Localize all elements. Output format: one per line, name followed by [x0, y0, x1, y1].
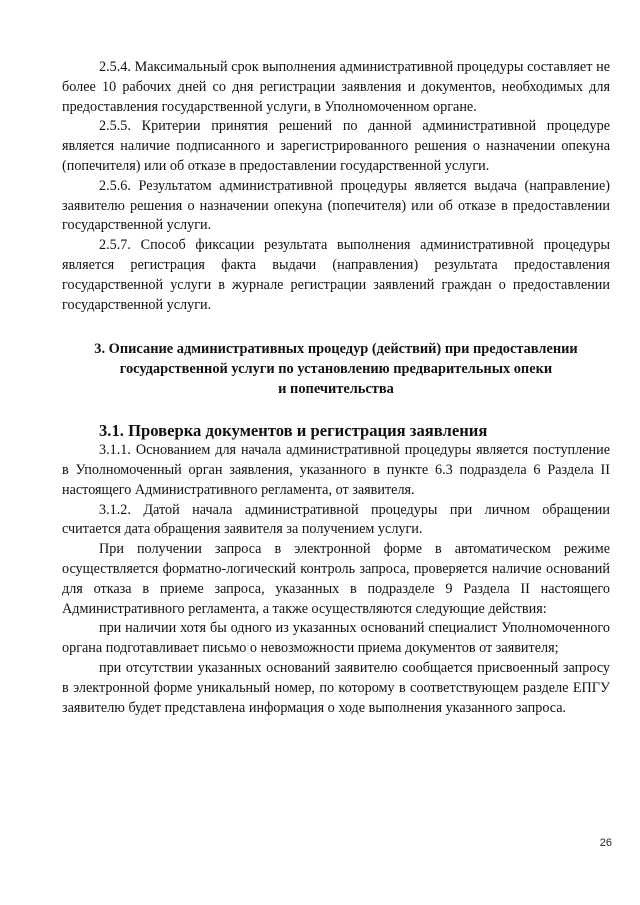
paragraph-2-5-7: 2.5.7. Способ фиксации результата выполнения административной процедуры является регистрация факта выдачи (направления) результата предоставления государственной услуги в журнале регистрации заявлений граждан о предоставлении государственной услуги. — [62, 237, 610, 313]
paragraph-grounds-absent: при отсутствии указанных оснований заявителю сообщается присвоенный запросу в электронной форме уникальный номер, по которому в соответствующем разделе ЕПГУ заявителю будет представлена информация о ходе выполнения указанного запроса. — [62, 659, 610, 716]
subsection-spacer — [62, 399, 610, 421]
section-heading-line-1: 3. Описание административных процедур (действий) при предоставлении — [94, 341, 578, 358]
section-heading-line-2: государственной услуги по установлению предварительных опеки — [119, 361, 553, 378]
section-spacer — [62, 315, 610, 339]
paragraph-3-1-1: 3.1.1. Основанием для начала административной процедуры является поступление в Уполномоченный орган заявления, указанного в пункте 6.3 подраздела 6 Раздела II настоящего Административного регламента, от заявителя. — [62, 442, 610, 498]
page-number: 26 — [599, 837, 612, 849]
paragraph-2-5-6: 2.5.6. Результатом административной процедуры является выдача (направление) заявителю решения о назначении опекуна (попечителя) или об отказе в предоставлении государственной услуги. — [62, 177, 610, 234]
paragraph-2-5-4: 2.5.4. Максимальный срок выполнения административной процедуры составляет не более 10 рабочих дней со дня регистрации заявления и документов, необходимых для предоставления государственной услуги, в Уполномоченном органе. — [62, 59, 610, 115]
section-heading-line-3: и попечительства — [278, 381, 394, 398]
section-heading — [62, 339, 610, 399]
paragraph-electronic-request: При получении запроса в электронной форме в автоматическом режиме осуществляется форматно-логический контроль запроса, проверяется наличие оснований для отказа в приеме запроса, указанных в подразделе 9 Раздела II настоящего Административного регламента, а также осуществляются следующие действия: — [62, 541, 610, 617]
subsection-heading: 3.1. Проверка документов и регистрация заявления — [99, 421, 488, 441]
paragraph-grounds-present: при наличии хотя бы одного из указанных оснований специалист Уполномоченного органа подготавливает письмо о невозможности приема документов от заявителя; — [62, 620, 610, 657]
page-content — [62, 58, 610, 718]
paragraph-2-5-5: 2.5.5. Критерии принятия решений по данной административной процедуре является наличие подписанного и зарегистрированного решения о назначении опекуна (попечителя) или об отказе в предоставлении государственной услуги. — [62, 118, 610, 174]
paragraph-3-1-2: 3.1.2. Датой начала административной процедуры при личном обращении считается дата обращения заявителя за получением услуги. — [62, 501, 610, 538]
